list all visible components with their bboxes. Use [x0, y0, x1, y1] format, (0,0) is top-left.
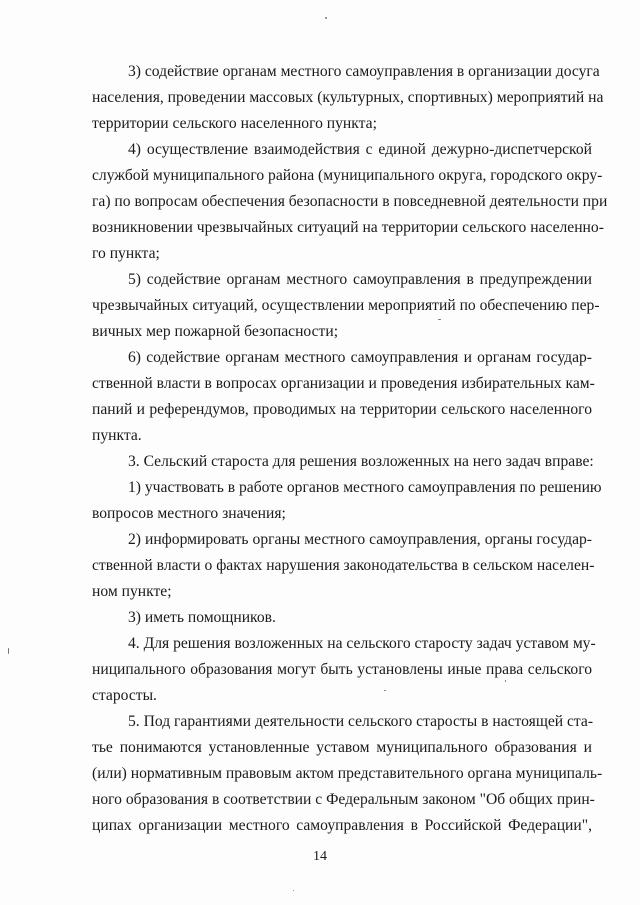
text-line: го пункта; — [92, 245, 160, 262]
text-line: пункта. — [92, 427, 142, 444]
text-line: 4) осуществление взаимодействия с единой дежурно-диспетчерской — [128, 141, 592, 158]
text-line: возникновении чрезвычайных ситуаций на территории сельского населенно- — [92, 219, 604, 236]
scan-speck — [505, 680, 506, 682]
text-line: (или) нормативным правовым актом представительного органа муниципаль- — [92, 765, 603, 782]
text-line: службой муниципального района (муниципального округа, городского окру- — [92, 167, 603, 184]
text-line: 3. Сельский староста для решения возложенных на него задач вправе: — [128, 453, 594, 470]
scan-speck — [293, 890, 294, 891]
text-line: территории сельского населенного пункта; — [92, 115, 377, 132]
text-line: 6) содействие органам местного самоуправления и органам государ- — [128, 349, 592, 366]
text-line: ниципального образования могут быть установлены иные права сельского — [92, 661, 592, 678]
text-line: 5) содействие органам местного самоуправления в предупреждении — [128, 271, 592, 288]
text-line: вичных мер пожарной безопасности; — [92, 323, 339, 340]
scan-speck — [8, 648, 9, 654]
text-line: 5. Под гарантиями деятельности сельского старосты в настоящей ста- — [128, 713, 594, 730]
text-line: старосты. — [92, 687, 157, 704]
text-line: ного образования в соответствии с Федеральным законом "Об общих прин- — [92, 791, 595, 808]
scan-speck — [325, 17, 327, 19]
text-line: паний и референдумов, проводимых на территории сельского населенного — [92, 401, 592, 418]
text-line: чрезвычайных ситуаций, осуществлении мероприятий по обеспечению пер- — [92, 297, 600, 314]
scan-speck — [384, 690, 386, 691]
scan-speck — [438, 319, 441, 320]
text-line: 1) участвовать в работе органов местного самоуправления по решению — [128, 479, 602, 496]
text-line: вопросов местного значения; — [92, 505, 286, 522]
text-line: ственной власти в вопросах организации и проведения избирательных кам- — [92, 375, 595, 392]
text-line: 2) информировать органы местного самоуправления, органы государ- — [128, 531, 592, 548]
text-line: населения, проведении массовых (культурных, спортивных) мероприятий на — [92, 89, 604, 106]
text-line: ципах организации местного самоуправления в Российской Федерации", — [92, 817, 592, 834]
text-line: 3) иметь помощников. — [128, 609, 276, 626]
text-line: тье понимаются установленные уставом муниципального образования и — [92, 739, 592, 756]
text-line: 3) содействие органам местного самоуправления в организации досуга — [128, 63, 600, 80]
text-line: га) по вопросам обеспечения безопасности в повседневной деятельности при — [92, 193, 608, 210]
text-line: ном пункте; — [92, 583, 172, 600]
page-number: 14 — [313, 849, 327, 864]
text-line: 4. Для решения возложенных на сельского старосту задач уставом му- — [128, 635, 596, 652]
text-line: ственной власти о фактах нарушения законодательства в сельском населен- — [92, 557, 595, 574]
